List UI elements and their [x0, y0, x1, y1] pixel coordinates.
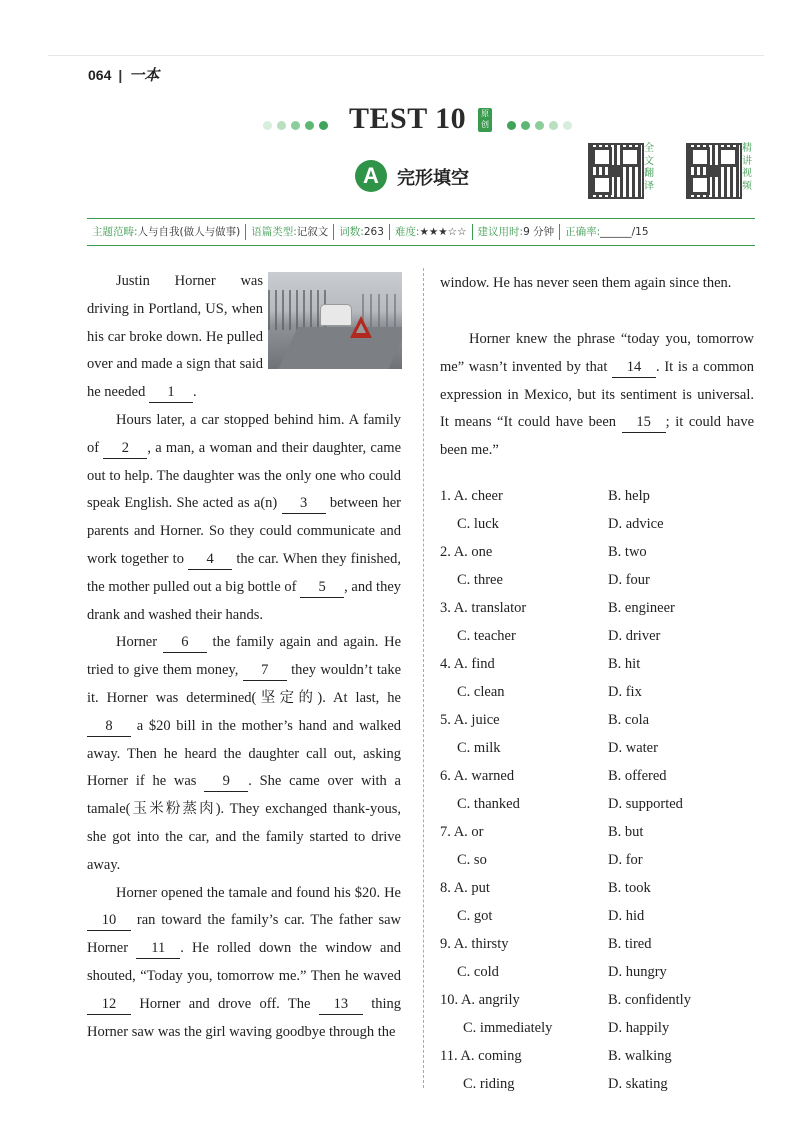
option-a[interactable]: 2. A. one: [440, 544, 493, 560]
option-c[interactable]: C. riding: [463, 1076, 515, 1092]
option-a[interactable]: 5. A. juice: [440, 712, 500, 728]
qr-code-translation-icon[interactable]: [588, 143, 644, 199]
option-c[interactable]: C. cold: [457, 964, 499, 980]
qr-label-video: 精讲视频: [742, 143, 752, 192]
passage-paragraph-4-continued: window. He has never seen them again since then.: [440, 275, 732, 291]
option-b[interactable]: B. confidently: [608, 992, 691, 1008]
option-c[interactable]: C. so: [457, 852, 487, 868]
blank-8[interactable]: 8: [87, 717, 131, 737]
option-a[interactable]: 11. A. coming: [440, 1048, 522, 1064]
option-row-ab: [440, 762, 760, 790]
option-row-cd: [440, 678, 760, 706]
option-row-cd: [440, 958, 760, 986]
option-c[interactable]: C. immediately: [463, 1020, 553, 1036]
right-dots-decoration: [507, 116, 577, 134]
option-d[interactable]: D. water: [608, 740, 658, 756]
info-suggested-time: 建议用时:9 分钟: [473, 224, 561, 240]
passage-paragraph-4: Horner opened the tamale and found his $20. He 10 ran toward the family’s car. The father saw Horner 11 . He rolled down the window and shouted, “Today you, tomorrow me.” Then he waved 12 Horner and drove off. The 13 thing Horner saw was the girl waving goodbye through the: [87, 884, 401, 1040]
option-a[interactable]: 1. A. cheer: [440, 488, 503, 504]
blank-2[interactable]: 2: [103, 439, 147, 459]
page-number: 064: [88, 67, 112, 83]
option-d[interactable]: D. four: [608, 572, 650, 588]
option-b[interactable]: B. engineer: [608, 600, 675, 616]
title-text: TEST 10: [349, 102, 467, 135]
option-row-ab: [440, 818, 760, 846]
passage-paragraph-2: Hours later, a car stopped behind him. A family of 2 , a man, a woman and their daughter, came out to help. The daughter was the only one who could speak English. She acted as a(n) 3 between her parents and Horner. So they could communicate and work together to 4 the car. When they finished, the mother pulled out a big bottle of 5 , and they drank and washed their hands.: [87, 411, 402, 623]
option-row-ab: [440, 594, 760, 622]
option-a[interactable]: 8. A. put: [440, 880, 490, 896]
option-c[interactable]: C. luck: [457, 516, 499, 532]
option-c[interactable]: C. got: [457, 908, 493, 924]
section-label: 完形填空: [397, 168, 469, 189]
option-a[interactable]: 9. A. thirsty: [440, 936, 509, 952]
option-b[interactable]: B. took: [608, 880, 651, 896]
info-bar: [87, 218, 755, 246]
column-divider: [423, 268, 424, 1088]
page-header: [88, 64, 159, 85]
option-d[interactable]: D. hid: [608, 908, 645, 924]
option-a[interactable]: 10. A. angrily: [440, 992, 520, 1008]
option-d[interactable]: D. hungry: [608, 964, 667, 980]
option-b[interactable]: B. tired: [608, 936, 652, 952]
blank-4[interactable]: 4: [188, 550, 232, 570]
option-d[interactable]: D. driver: [608, 628, 661, 644]
info-difficulty: 难度:★★★☆☆: [390, 224, 473, 240]
option-row-cd: [440, 622, 760, 650]
option-row-ab: [440, 986, 760, 1014]
option-b[interactable]: B. offered: [608, 768, 667, 784]
blank-11[interactable]: 11: [136, 939, 180, 959]
section-letter-icon: A: [355, 160, 387, 192]
info-accuracy: 正确率:______/15: [565, 226, 649, 238]
option-row-ab: [440, 706, 760, 734]
option-d[interactable]: D. supported: [608, 796, 683, 812]
option-row-cd: [440, 1014, 760, 1042]
blank-14[interactable]: 14: [612, 358, 656, 378]
option-b[interactable]: B. help: [608, 488, 650, 504]
option-row-ab: [440, 1042, 760, 1070]
blank-7[interactable]: 7: [243, 661, 287, 681]
option-row-cd: [440, 1070, 760, 1098]
option-d[interactable]: D. advice: [608, 516, 664, 532]
option-row-cd: [440, 734, 760, 762]
option-d[interactable]: D. for: [608, 852, 643, 868]
option-row-cd: [440, 846, 760, 874]
option-row-ab: [440, 874, 760, 902]
option-a[interactable]: 4. A. find: [440, 656, 495, 672]
qr-code-video-icon[interactable]: [686, 143, 742, 199]
option-row-cd: [440, 510, 760, 538]
option-d[interactable]: D. fix: [608, 684, 642, 700]
info-genre: 语篇类型:记叙文: [246, 224, 334, 240]
blank-10[interactable]: 10: [87, 911, 131, 931]
option-row-cd: [440, 790, 760, 818]
brand-logo: 一本: [129, 66, 160, 84]
option-a[interactable]: 7. A. or: [440, 824, 484, 840]
info-topic: 主题范畴:人与自我(做人与做事): [87, 224, 246, 240]
passage-paragraph-3: Horner 6 the family again and again. He tried to give them money, 7 they wouldn’t take it. Horner was determined(坚定的). At last, he 8 a $20 bill in the mother’s hand and walked away. Then he heard the daughter call out, asking Horner if he was 9 . She came over with a tamale(玉米粉蒸肉). They exchanged thank-yous, she got into the car, and the family started to drive away.: [87, 634, 402, 873]
test-title: [263, 100, 583, 140]
option-c[interactable]: C. milk: [457, 740, 501, 756]
passage-paragraph-1: Justin Horner was driving in Portland, US, when his car broke down. He pulled over and made a sign that said he needed 1 . Hours later, a car stopped behind him. A family of 2 , a man, a woman and their daughter, came out to help. The daughter was the only one who could speak English. She acted as a(n) 3 between her parents and Horner. So they could communicate and work together to 4 the car. When they finished, the mother pulled out a big bottle of 5 , and they drank and washed their hands. Horner 6 the family again and again. He tried to give them money, 7 they wouldn’t take it. Horner was determined(坚定的). At last, he 8 a $20 bill in the mother’s hand and walked away. Then he heard the daughter call out, asking Horner if he was 9 . She came over with a tamale(玉米粉蒸肉). They exchanged thank-yous, she got into the car, and the family started to drive away. Horner opened the tamale and found his $20. He 10 ran toward the family’s car. The father saw Horner 11 . He rolled down the window and shouted, “Today you, tomorrow me.” Then he waved 12 Horner and drove off. The 13 thing Horner saw was the girl waving goodbye through the: [87, 268, 401, 1046]
header-separator: |: [118, 67, 123, 83]
option-b[interactable]: B. cola: [608, 712, 650, 728]
passage-right-column: [440, 270, 754, 465]
blank-1[interactable]: 1: [149, 383, 193, 403]
original-badge: 原创: [478, 108, 492, 132]
option-c[interactable]: C. clean: [457, 684, 505, 700]
blank-5[interactable]: 5: [300, 578, 344, 598]
option-b[interactable]: B. hit: [608, 656, 641, 672]
blank-15[interactable]: 15: [622, 413, 666, 433]
info-word-count: 词数:263: [334, 224, 390, 240]
blank-9[interactable]: 9: [204, 772, 248, 792]
passage-paragraph-5: Horner knew the phrase “today you, tomorrow me” wasn’t invented by that 14 . It is a common expression in Mexico, but its sentiment is universal. It means “It could have been 15 ; it could have been me.”: [440, 331, 755, 459]
option-row-ab: [440, 482, 760, 510]
qr-label-translation: 全文翻译: [644, 143, 654, 192]
option-b[interactable]: B. walking: [608, 1048, 672, 1064]
option-row-ab: [440, 650, 760, 678]
option-row-ab: [440, 538, 760, 566]
blank-13[interactable]: 13: [319, 995, 363, 1015]
options-list: [440, 482, 760, 1098]
option-b[interactable]: B. but: [608, 824, 644, 840]
option-c[interactable]: C. teacher: [457, 628, 516, 644]
option-a[interactable]: 3. A. translator: [440, 600, 527, 616]
blank-12[interactable]: 12: [87, 995, 131, 1015]
blank-6[interactable]: 6: [163, 633, 207, 653]
option-c[interactable]: C. three: [457, 572, 503, 588]
option-a[interactable]: 6. A. warned: [440, 768, 515, 784]
option-b[interactable]: B. two: [608, 544, 647, 560]
option-row-ab: [440, 930, 760, 958]
option-row-cd: [440, 902, 760, 930]
top-rule: [48, 55, 764, 56]
option-c[interactable]: C. thanked: [457, 796, 520, 812]
left-dots-decoration: [263, 116, 333, 134]
option-d[interactable]: D. happily: [608, 1020, 670, 1036]
option-d[interactable]: D. skating: [608, 1076, 668, 1092]
option-row-cd: [440, 566, 760, 594]
blank-3[interactable]: 3: [282, 494, 326, 514]
